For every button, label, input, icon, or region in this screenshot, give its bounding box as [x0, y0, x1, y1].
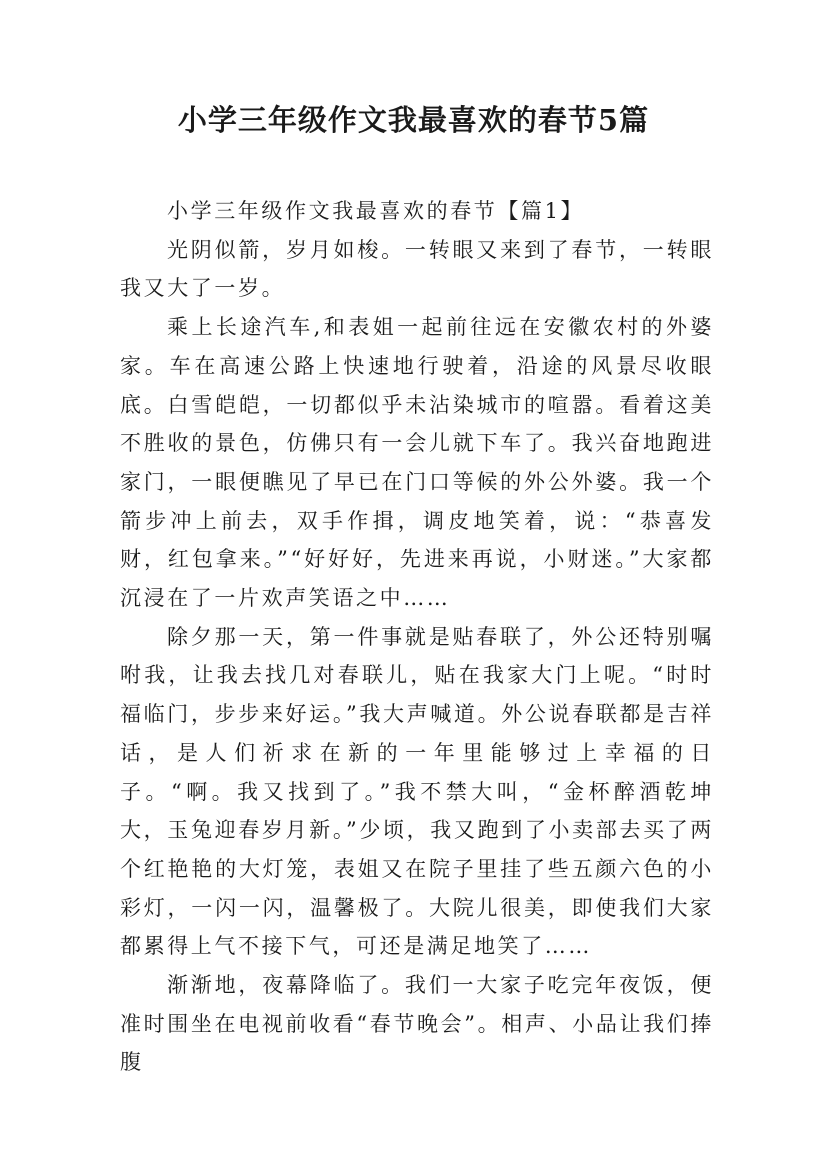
section-heading: 小学三年级作文我最喜欢的春节【篇1】 — [167, 199, 585, 223]
paragraph: 乘上长途汽车,和表姐一起前往远在安徽农村的外婆家。车在高速公路上快速地行驶着，沿途的风景尽收眼底。白雪皑皑，一切都似乎未沾染城市的喧嚣。看着这美不胜收的景色，仿佛只有一会儿就下车了。我兴奋地跑进家门，一眼便瞧见了早已在门口等候的外公外婆。我一个箭步冲上前去，双手作揖，调皮地笑着，说：“恭喜发财，红包拿来。”“好好好，先进来再说，小财迷。”大家都沉浸在了一片欢声笑语之中…… — [120, 315, 714, 611]
document-title: 小学三年级作文我最喜欢的春节5篇 — [177, 103, 650, 137]
document-body — [120, 192, 714, 1082]
paragraph: 除夕那一天，第一件事就是贴春联了，外公还特别嘱咐我，让我去找几对春联儿，贴在我家大门上呢。“时时福临门，步步来好运。”我大声喊道。外公说春联都是吉祥话，是人们祈求在新的一年里能够过上幸福的日子。“啊。我又找到了。”我不禁大叫，“金杯醉酒乾坤大，玉兔迎春岁月新。”少顷，我又跑到了小卖部去买了两个红艳艳的大灯笼，表姐又在院子里挂了些五颜六色的小彩灯，一闪一闪，温馨极了。大院儿很美，即使我们大家都累得上气不接下气，可还是满足地笑了…… — [120, 624, 714, 959]
paragraph: 渐渐地，夜幕降临了。我们一大家子吃完年夜饭，便准时围坐在电视前收看“春节晚会”。相声、小品让我们捧腹 — [120, 973, 714, 1075]
paragraph: 光阴似箭，岁月如梭。一转眼又来到了春节，一转眼我又大了一岁。 — [120, 237, 714, 301]
